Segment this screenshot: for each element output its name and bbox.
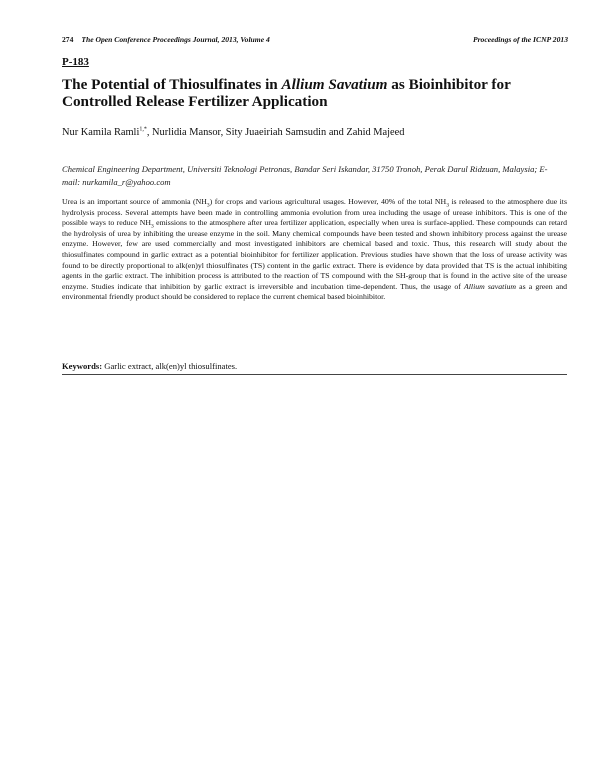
abstract — [62, 197, 567, 303]
abstract-text-4: emissions to the atmosphere after urea fertilizer application, especially when urea is surface-applied. These compounds can retard the hydrolysis of urea by inhibiting the urease enzyme in the soil. Many chemical compounds have been tested and shown inhibitory process against the urease enzyme. However, few are used commercially and most investigated inhibitors are chemical based and toxic. Thus, this research will study about the thiosulfinates compound in garlic extract as a potential bioinhibitor for fertilizer application. Previous studies have shown that the loss of urease activity was found to be directly proportional to alk(en)yl thiosulfinates (TS) content in the garlic extract. There is evidence by data provided that TS is the actual inhibiting agents in the garlic extract. The inhibition process is attributed to the reaction of TS compound with the SH-group that is found in the active site of the urease enzyme. Studies indicate that inhibition by garlic extract is irreversible and incubation time-dependent. Thus, the usage of — [62, 218, 567, 291]
first-author: Nur Kamila Ramli — [62, 127, 140, 138]
author-list — [62, 127, 404, 138]
running-header-left — [62, 35, 270, 44]
section-divider — [62, 374, 567, 375]
subscript-3: 3 — [151, 223, 154, 230]
title-part-1: The Potential of Thiosulfinates in — [62, 76, 282, 93]
abstract-text-5: as a green and environmental friendly product should be considered to replace the current chemical based bioinhibitor. — [62, 281, 567, 302]
subscript-3: 3 — [206, 202, 210, 209]
proceedings-name: Proceedings of the ICNP 2013 — [472, 35, 568, 44]
page-number: 274 — [62, 35, 74, 44]
paper-title — [62, 76, 572, 110]
title-species: Allium Savatium — [281, 76, 388, 93]
abstract-text-1: Urea is an important source of ammonia (NH — [62, 197, 207, 206]
journal-name: The Open Conference Proceedings Journal, 2013, Volume 4 — [81, 35, 270, 44]
running-header — [62, 35, 568, 44]
paper-id: P-183 — [62, 56, 89, 68]
abstract-text-3: is released to the atmosphere due its hydrolysis process. Several attempts have been made in controlling ammonia evolution from urea including the usage of urease inhibitors. This is one of the possible ways to reduce NH — [62, 197, 567, 228]
other-authors: , Nurlidia Mansor, Sity Juaeiriah Samsudin and Zahid Majeed — [146, 127, 405, 138]
keywords-label: Keywords: — [62, 361, 103, 371]
affiliation: Chemical Engineering Department, Universiti Teknologi Petronas, Bandar Seri Iskandar, 31750 Tronoh, Perak Darul Ridzuan, Malaysia; E-mail: nurkamila_r@yahoo.com — [62, 164, 548, 187]
abstract-text-2: ) for crops and various agricultural usages. However, 40% of the total NH — [209, 197, 447, 206]
abstract-species: Allium savatium — [463, 281, 517, 291]
keywords-text: Garlic extract, alk(en)yl thiosulfinates. — [102, 361, 238, 371]
subscript-3: 3 — [446, 202, 449, 209]
author-affiliation-marks: 1,* — [139, 126, 147, 133]
title-part-2: as Bioinhibitor for Controlled Release Fertilizer Application — [62, 76, 511, 110]
keywords — [62, 361, 237, 371]
